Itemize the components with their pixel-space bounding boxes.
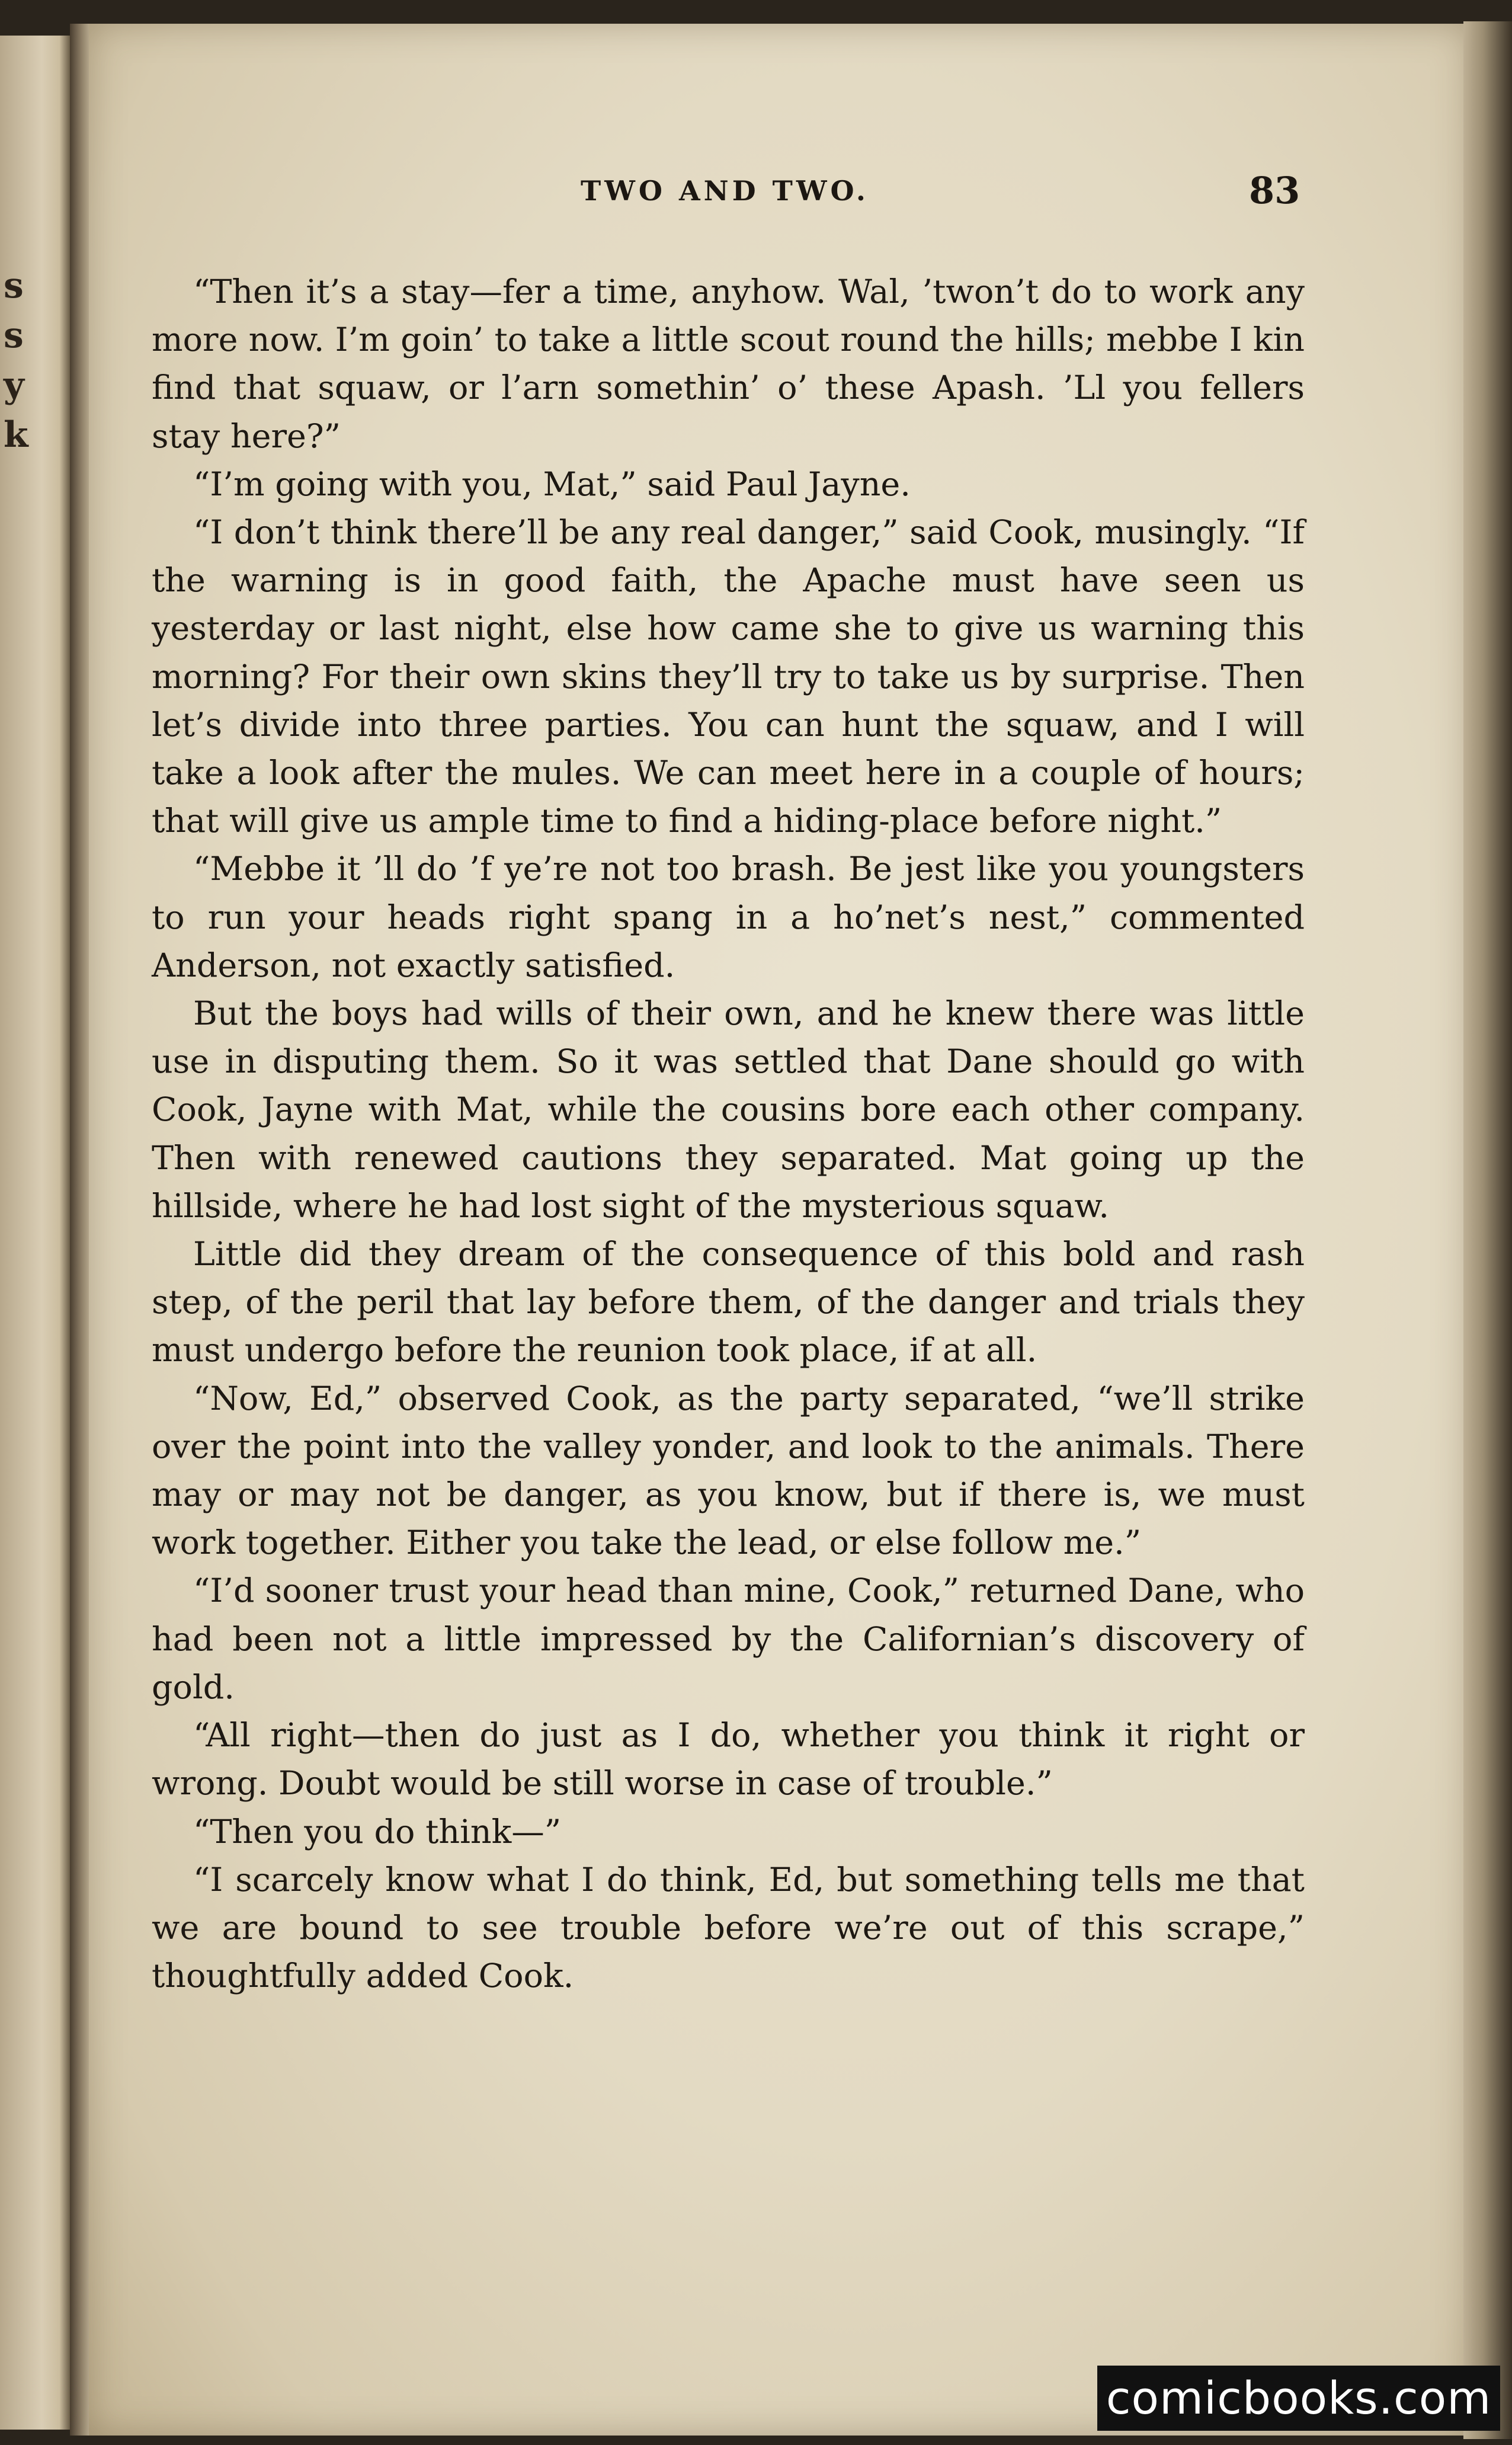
page-right-edge [1463,21,1512,2439]
paragraph: But the boys had wills of their own, and he knew there was little use in disputing them. So it was settled that Dane should go with Cook, Jayne with Mat, while the cousins bore each other company. Then with renewed cautions they separated. Mat going up the hillside, where he had lost sight of the mysterious squaw. [152,994,1305,1225]
site-watermark: comicbooks.com [1097,2366,1500,2431]
paragraph: “I’m going with you, Mat,” said Paul Jayne. [193,465,911,504]
paragraph: Little did they dream of the consequence of this bold and rash step, of the peril that lay before them, of the danger and trials they must undergo before the reunion took place, if at all. [152,1235,1305,1370]
paragraph: “I’d sooner trust your head than mine, Cook,” returned Dane, who had been not a little impressed by the Californian’s discovery of gold. [152,1572,1305,1707]
running-head [89,169,1469,222]
previous-page-edge [0,36,70,2430]
body-text [152,268,1305,2000]
paragraph: “Now, Ed,” observed Cook, as the party separated, “we’ll strike over the point into the valley yonder, and look to the animals. There may or may not be danger, as you know, but if there is, we must work together. Either you take the lead, or else follow me.” [152,1379,1305,1563]
paragraph: “All right—then do just as I do, whether you think it right or wrong. Doubt would be still worse in case of trouble.” [152,1716,1305,1803]
previous-page-marks [4,261,27,460]
previous-page-mark: k [4,414,28,456]
previous-page-mark: s [4,315,24,356]
page-number: 83 [1249,169,1300,212]
paragraph: “Then it’s a stay—fer a time, anyhow. Wal, ’twon’t do to work any more now. I’m goin’ to take a little scout round the hills; mebbe I kin find that squaw, or l’arn somethin’ o’ these Apash. ’Ll you fellers stay here?” [152,273,1305,456]
previous-page-mark: s [4,265,24,306]
previous-page-mark: y [4,364,24,406]
running-title: TWO AND TWO. [581,175,869,207]
paragraph: “I scarcely know what I do think, Ed, but something tells me that we are bound to see trouble before we’re out of this scrape,” thoughtfully added Cook. [152,1860,1305,1996]
paragraph: “Then you do think—” [193,1812,562,1851]
paragraph: “Mebbe it ’ll do ’f ye’re not too brash. Be jest like you youngsters to run your heads right spang in a ho’net’s nest,” commented Anderson, not exactly satisfied. [152,850,1305,985]
paragraph: “I don’t think there’ll be any real danger,” said Cook, musingly. “If the warning is in good faith, the Apache must have seen us yesterday or last night, else how came she to give us warning this morning? For their own skins they’ll try to take us by surprise. Then let’s divide into three parties. You can hunt the squaw, and I will take a look after the mules. We can meet here in a couple of hours; that will give us ample time to find a hiding-place before night.” [152,513,1305,841]
